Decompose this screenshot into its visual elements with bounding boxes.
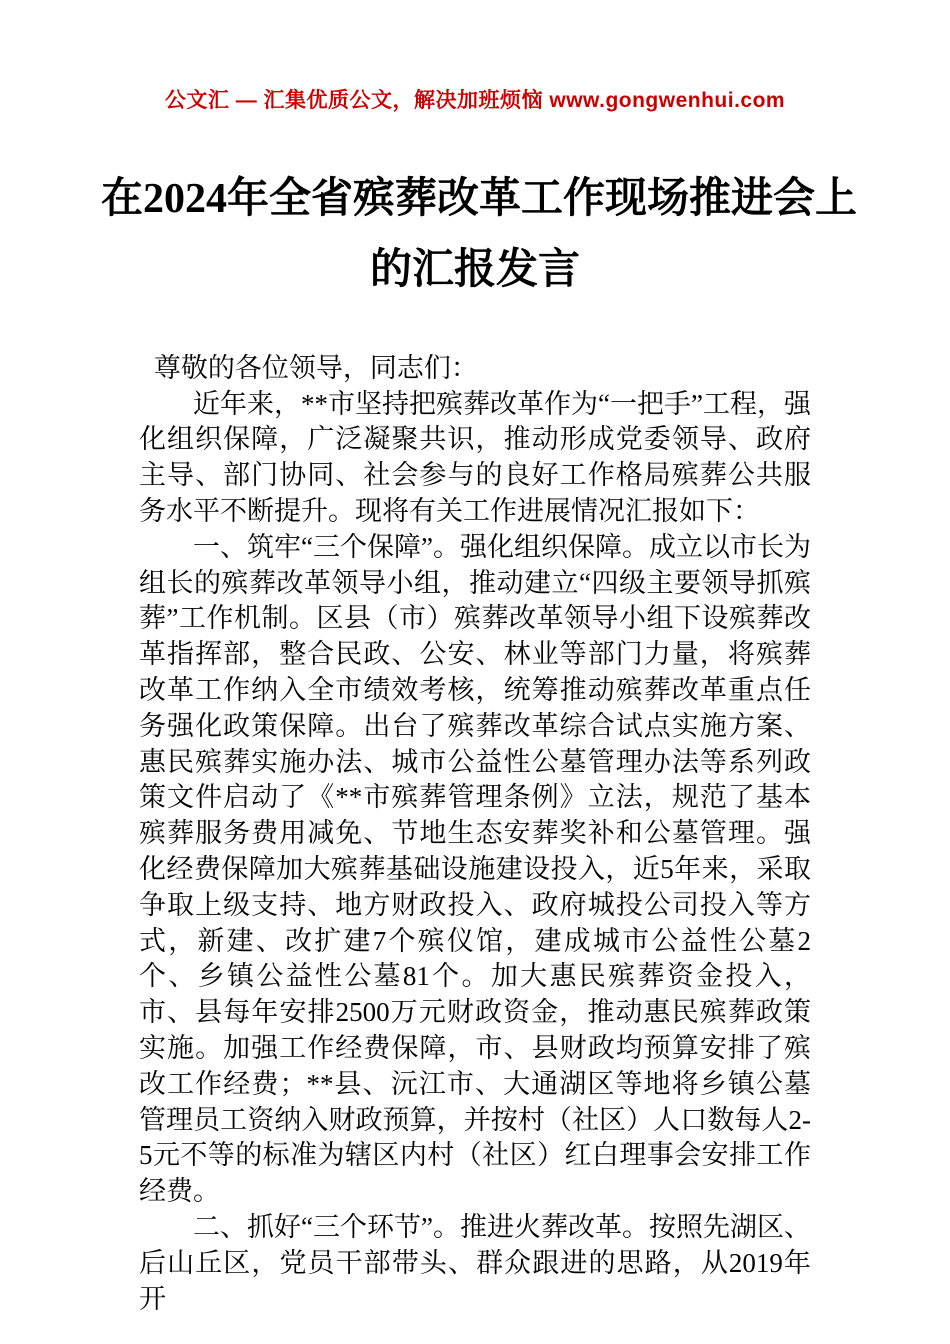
- paragraph-3: 一、筑牢“三个保障”。强化组织保障。成立以市长为组长的殡葬改革领导小组，推动建立“四级主要领导抓殡葬”工作机制。区县（市）殡葬改革领导小组下设殡葬改革指挥部，整合民政、公安、林业等部门力量，将殡葬改革工作纳入全市绩效考核，统筹推动殡葬改革重点任务强化政策保障。出台了殡葬改革综合试点实施方案、惠民殡葬实施办法、城市公益性公墓管理办法等系列政策文件启动了《**市殡葬管理条例》立法，规范了基本殡葬服务费用减免、节地生态安葬奖补和公墓管理。强化经费保障加大殡葬基础设施建设投入，近5年来，采取争取上级支持、地方财政投入、政府城投公司投入等方式，新建、改扩建7个殡仪馆，建成城市公益性公墓2个、乡镇公益性公墓81个。加大惠民殡葬资金投入，市、县每年安排2500万元财政资金，推动惠民殡葬政策实施。加强工作经费保障，市、县财政均预算安排了殡改工作经费；**县、沅江市、大通湖区等地将乡镇公墓管理员工资纳入财政预算，并按村（社区）人口数每人2-5元不等的标准为辖区内村（社区）红白理事会安排工作经费。: [139, 531, 811, 1207]
- document-body: [139, 351, 811, 1318]
- paragraph-2: 近年来，**市坚持把殡葬改革作为“一把手”工程，强化组织保障，广泛凝聚共识，推动形成党委领导、政府主导、部门协同、社会参与的良好工作格局殡葬公共服务水平不断提升。现将有关工作进展情况汇报如下：: [139, 388, 811, 526]
- paragraph-1: 尊敬的各位领导，同志们：: [153, 352, 478, 383]
- document-title-line-2: 的汇报发言: [369, 247, 580, 294]
- paragraph-4: 二、抓好“三个环节”。推进火葬改革。按照先湖区、后山丘区，党员干部带头、群众跟进的思路，从2019年开: [139, 1211, 811, 1314]
- document-title-line-1: 在2024年全省殡葬改革工作现场推进会上: [101, 176, 858, 222]
- site-watermark-text: 公文汇 — 汇集优质公文，解决加班烦恼 www.gongwenhui.com: [164, 89, 786, 112]
- document-title: [101, 164, 858, 307]
